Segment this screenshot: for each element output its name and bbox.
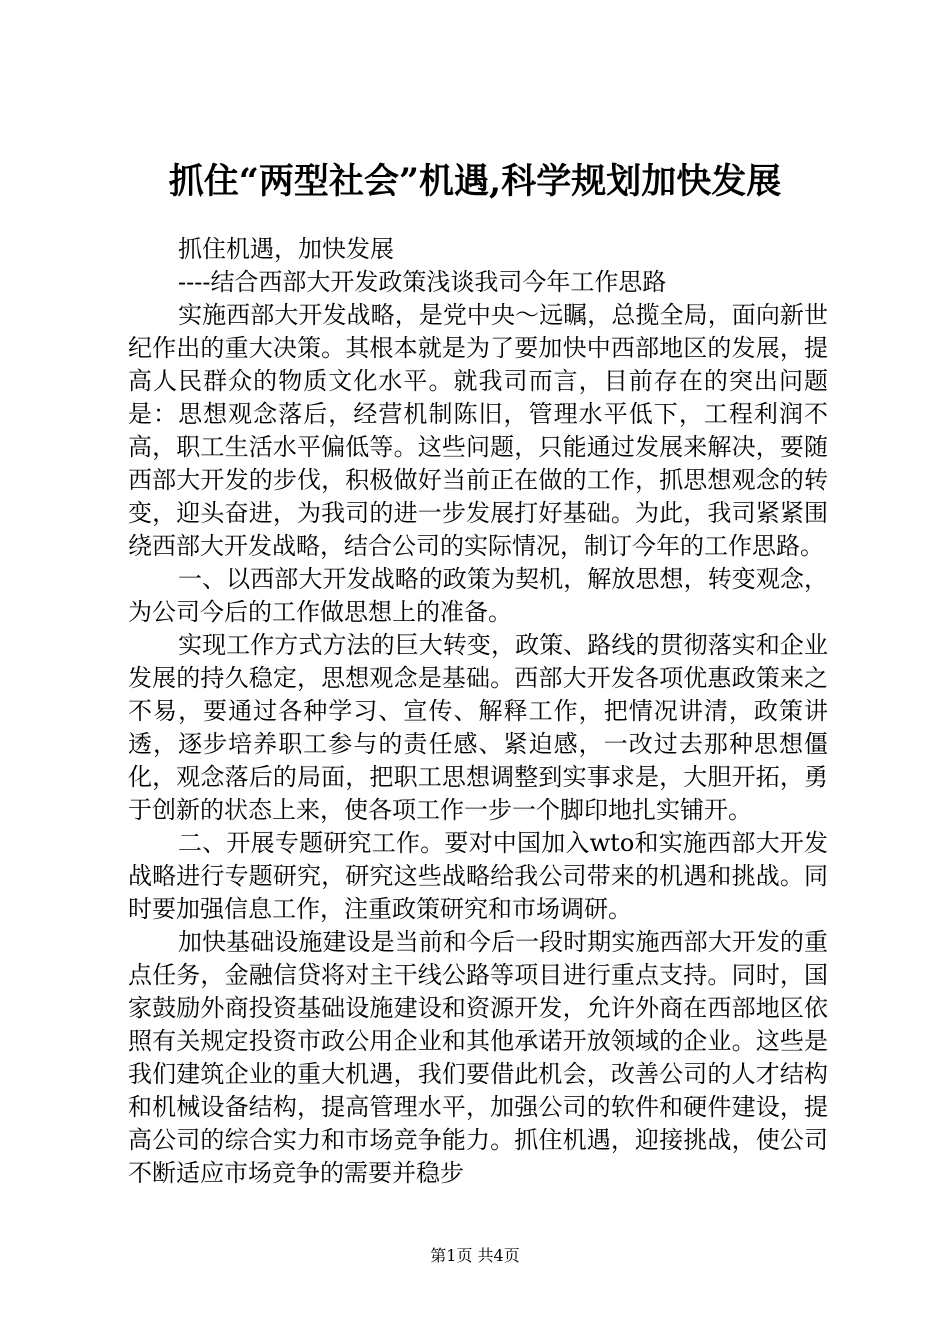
document-title: 抓住“两型社会”机遇,科学规划加快发展 [168,161,782,202]
subtitle-line-1: 抓住机遇，加快发展 [178,235,394,263]
paragraph: 实现工作方式方法的巨大转变，政策、路线的贯彻落实和企业发展的持久稳定，思想观念是基础。西部大开发各项优惠政策来之不易，要通过各种学习、宣传、解释工作，把情况讲清，政策讲透，逐步培养职工参与的责任感、紧迫感，一改过去那种思想僵化，观念落后的局面，把职工思想调整到实事求是，大胆开拓，勇于创新的状态上来，使各项工作一步一个脚印地扎实铺开。 [128,631,828,824]
paragraph: 实施西部大开发战略，是党中央～远瞩，总揽全局，面向新世纪作出的重大决策。其根本就是为了要加快中西部地区的发展，提高人民群众的物质文化水平。就我司而言，目前存在的突出问题是：思想观念落后，经营机制陈旧，管理水平低下，工程利润不高，职工生活水平偏低等。这些问题，只能通过发展来解决，要随西部大开发的步伐，积极做好当前正在做的工作，抓思想观念的转变，迎头奋进，为我司的进一步发展打好基础。为此，我司紧紧围绕西部大开发战略，结合公司的实际情况，制订今年的工作思路。 [128,301,828,560]
paragraph: 加快基础设施建设是当前和今后一段时期实施西部大开发的重点任务，金融信贷将对主干线公路等项目进行重点支持。同时，国家鼓励外商投资基础设施建设和资源开发，允许外商在西部地区依照有关规定投资市政公用企业和其他承诺开放领域的企业。这些是我们建筑企业的重大机遇，我们要借此机会，改善公司的人才结构和机械设备结构，提高管理水平，加强公司的软件和硬件建设，提高公司的综合实力和市场竞争能力。抓住机遇，迎接挑战，使公司不断适应市场竞争的需要并稳步 [128,928,828,1187]
document-body [128,233,828,1190]
subtitle-line-2: ----结合西部大开发政策浅谈我司今年工作思路 [178,268,667,296]
page-footer: 第1页 共4页 [430,1246,520,1265]
paragraph: 一、以西部大开发战略的政策为契机，解放思想，转变观念，为公司今后的工作做思想上的准备。 [128,565,828,626]
paragraph: 二、开展专题研究工作。要对中国加入wto和实施西部大开发战略进行专题研究，研究这些战略给我公司带来的机遇和挑战。同时要加强信息工作，注重政策研究和市场调研。 [128,829,828,923]
